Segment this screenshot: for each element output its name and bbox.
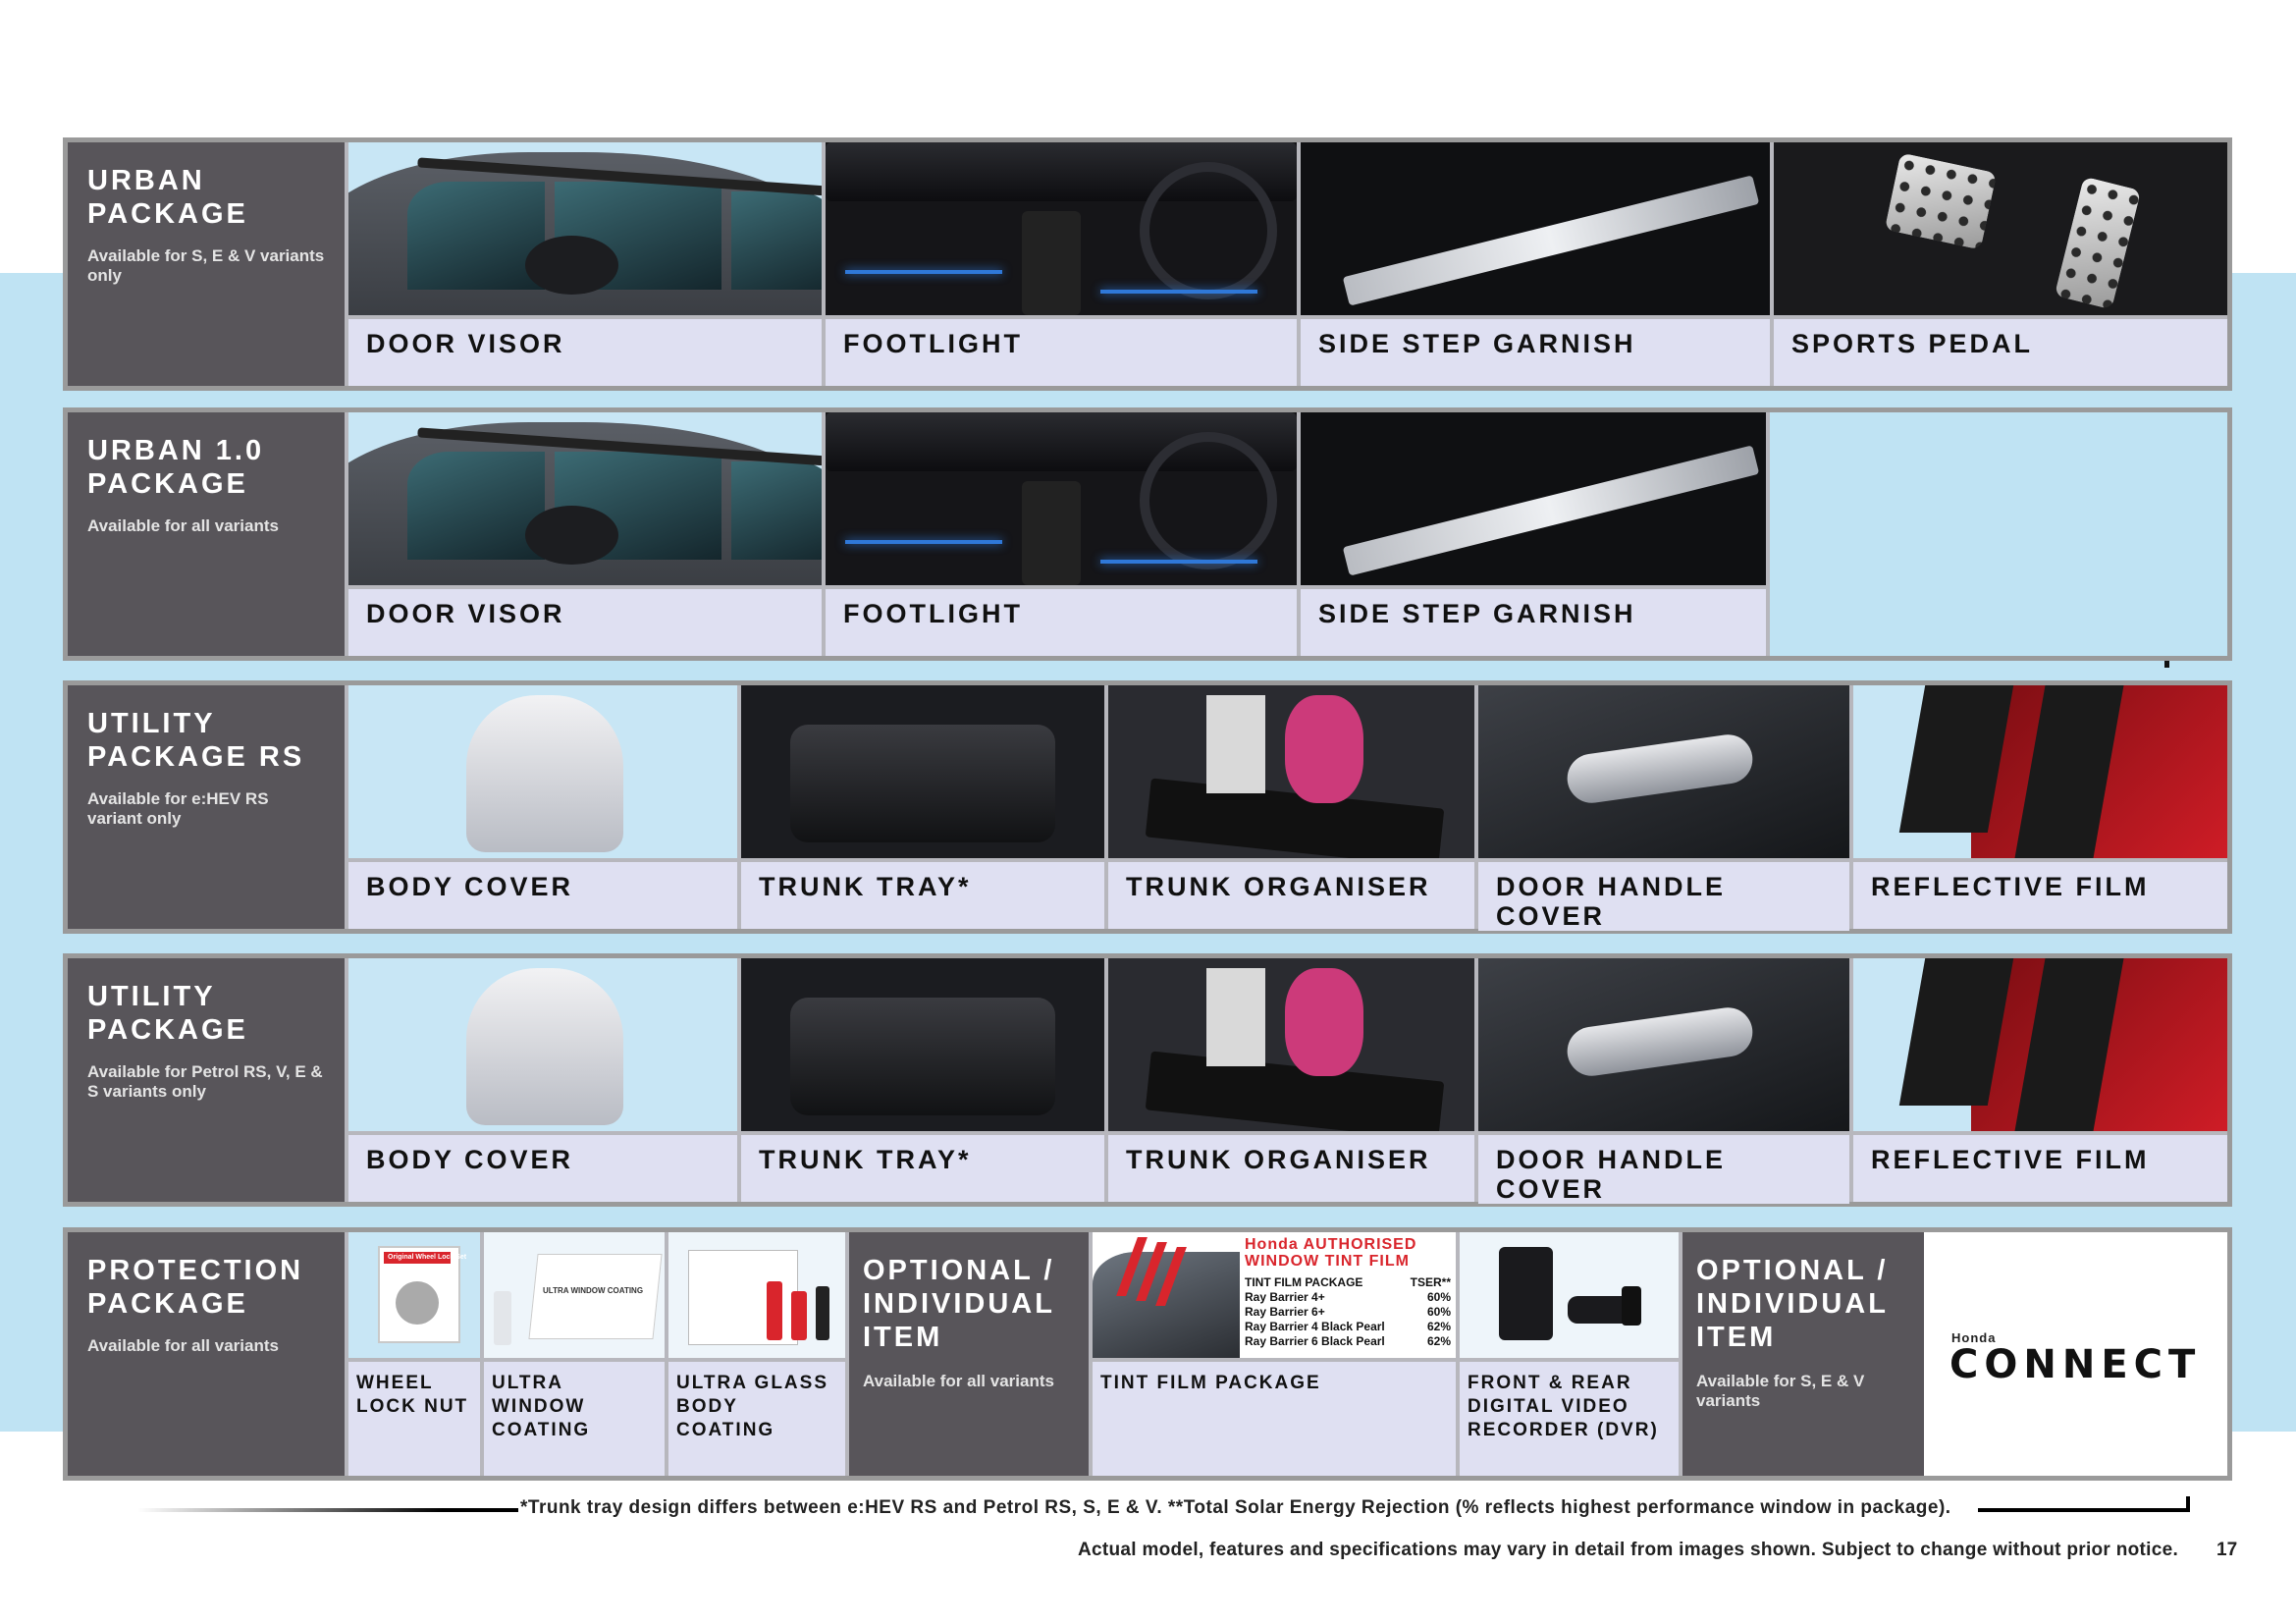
item-sports-pedal[interactable] — [1770, 142, 2227, 386]
item-label: TRUNK ORGANISER — [1108, 1131, 1474, 1202]
item-body-cover[interactable] — [345, 958, 737, 1202]
item-door-visor[interactable] — [345, 142, 822, 386]
trunk-tray-image — [741, 958, 1104, 1131]
item-label: FRONT & REAR DIGITAL VIDEO RECORDER (DVR) — [1460, 1358, 1679, 1476]
empty-slot — [1770, 412, 2227, 656]
item-label: TRUNK TRAY* — [741, 1131, 1104, 1202]
item-reflective-film[interactable] — [1849, 685, 2227, 929]
trunk-organiser-image — [1108, 685, 1474, 858]
optional-availability: Available for S, E & V variants — [1696, 1372, 1865, 1410]
item-label: WHEEL LOCK NUT — [348, 1358, 480, 1476]
tint-table-row: Ray Barrier 4+ 60% — [1245, 1290, 1451, 1304]
item-body-cover[interactable] — [345, 685, 737, 929]
optional-availability: Available for all variants — [863, 1372, 1054, 1390]
package-title: URBAN PACKAGE — [87, 165, 248, 230]
item-label: DOOR HANDLE COVER — [1478, 858, 1849, 931]
footlight-image — [826, 412, 1297, 585]
item-door-handle-cover[interactable] — [1474, 958, 1849, 1202]
tint-table-header: TINT FILM PACKAGE TSER** — [1245, 1275, 1451, 1289]
trunk-organiser-image — [1108, 958, 1474, 1131]
item-footlight[interactable] — [822, 142, 1297, 386]
item-wheel-lock-nut[interactable] — [345, 1232, 480, 1476]
item-footlight[interactable] — [822, 412, 1297, 656]
item-trunk-tray[interactable] — [737, 958, 1104, 1202]
utility-package-rs — [63, 680, 2232, 934]
urban-package — [63, 137, 2232, 391]
package-availability: Available for e:HEV RS variant only — [87, 789, 269, 828]
footnote-rule-tick — [2186, 1496, 2190, 1512]
optional-item-panel — [1679, 1232, 1924, 1476]
item-label: ULTRA WINDOW COATING — [484, 1358, 665, 1476]
tint-film-heading: Honda AUTHORISED WINDOW TINT FILM — [1245, 1236, 1417, 1270]
item-label: REFLECTIVE FILM — [1853, 1131, 2227, 1202]
reflective-film-image — [1853, 958, 2227, 1131]
item-label: TRUNK TRAY* — [741, 858, 1104, 929]
item-trunk-organiser[interactable] — [1104, 958, 1474, 1202]
item-dvr[interactable] — [1456, 1232, 1679, 1476]
item-label: ULTRA GLASS BODY COATING — [668, 1358, 845, 1476]
item-label: BODY COVER — [348, 858, 737, 929]
item-side-step-garnish[interactable] — [1297, 412, 1770, 656]
item-door-visor[interactable] — [345, 412, 822, 656]
optional-title: OPTIONAL / INDIVIDUAL ITEM — [863, 1255, 1055, 1353]
tint-table-row: Ray Barrier 4 Black Pearl 62% — [1245, 1320, 1451, 1333]
package-title-panel — [68, 958, 345, 1202]
package-title-panel — [68, 1232, 345, 1476]
item-label: FOOTLIGHT — [826, 585, 1297, 656]
window-coating-box-text: ULTRA WINDOW COATING — [543, 1286, 644, 1295]
honda-connect-logo — [1924, 1232, 2227, 1476]
package-title-panel — [68, 412, 345, 656]
dvr-image — [1460, 1232, 1679, 1358]
item-ultra-glass-body-coating[interactable] — [665, 1232, 845, 1476]
package-title: URBAN 1.0 PACKAGE — [87, 435, 265, 500]
package-availability: Available for Petrol RS, V, E & S variants only — [87, 1062, 323, 1101]
side-step-garnish-image — [1301, 142, 1770, 315]
door-visor-image — [348, 142, 822, 315]
body-cover-image — [348, 685, 737, 858]
footlight-image — [826, 142, 1297, 315]
item-tint-film-package[interactable] — [1089, 1232, 1456, 1476]
tint-film-image — [1093, 1232, 1456, 1358]
page-number: 17 — [2216, 1540, 2238, 1560]
footnote-rule-right — [1978, 1508, 2189, 1512]
item-label: SIDE STEP GARNISH — [1301, 585, 1766, 656]
package-title-panel — [68, 142, 345, 386]
package-availability: Available for all variants — [87, 1336, 279, 1355]
ultra-window-coating-image — [484, 1232, 665, 1358]
item-door-handle-cover[interactable] — [1474, 685, 1849, 929]
trunk-tray-image — [741, 685, 1104, 858]
ultra-glass-body-coating-image — [668, 1232, 845, 1358]
wheel-lock-box-text: Original Wheel Lock Set — [388, 1254, 467, 1261]
item-label: SIDE STEP GARNISH — [1301, 315, 1770, 386]
urban-1-0-package — [63, 407, 2232, 661]
item-label: TINT FILM PACKAGE — [1093, 1358, 1456, 1476]
package-title: UTILITY PACKAGE RS — [87, 708, 305, 773]
honda-connect-wordmark: CONNECT — [1949, 1342, 2202, 1387]
item-label: DOOR VISOR — [348, 315, 822, 386]
wheel-lock-nut-image — [348, 1232, 480, 1358]
side-step-garnish-image — [1301, 412, 1766, 585]
package-title: UTILITY PACKAGE — [87, 981, 248, 1046]
item-label: TRUNK ORGANISER — [1108, 858, 1474, 929]
honda-connect-brand: Honda — [1951, 1330, 1997, 1345]
tint-film-table — [1245, 1275, 1451, 1349]
item-reflective-film[interactable] — [1849, 958, 2227, 1202]
item-label: FOOTLIGHT — [826, 315, 1297, 386]
item-ultra-window-coating[interactable] — [480, 1232, 665, 1476]
item-side-step-garnish[interactable] — [1297, 142, 1770, 386]
item-label: BODY COVER — [348, 1131, 737, 1202]
package-title: PROTECTION PACKAGE — [87, 1255, 304, 1320]
item-label: DOOR HANDLE COVER — [1478, 1131, 1849, 1204]
optional-title: OPTIONAL / INDIVIDUAL ITEM — [1696, 1255, 1889, 1353]
protection-package — [63, 1227, 2232, 1481]
optional-item-panel — [845, 1232, 1089, 1476]
package-availability: Available for all variants — [87, 516, 279, 535]
body-cover-image — [348, 958, 737, 1131]
item-label: SPORTS PEDAL — [1774, 315, 2227, 386]
utility-package — [63, 953, 2232, 1207]
tint-table-row: Ray Barrier 6+ 60% — [1245, 1305, 1451, 1319]
package-title-panel — [68, 685, 345, 929]
reflective-film-image — [1853, 685, 2227, 858]
sports-pedal-image — [1774, 142, 2227, 315]
item-trunk-tray[interactable] — [737, 685, 1104, 929]
door-handle-cover-image — [1478, 685, 1849, 858]
item-label: REFLECTIVE FILM — [1853, 858, 2227, 929]
door-visor-image — [348, 412, 822, 585]
package-availability: Available for S, E & V variants only — [87, 246, 325, 285]
item-trunk-organiser[interactable] — [1104, 685, 1474, 929]
footnote: *Trunk tray design differs between e:HEV RS and Petrol RS, S, E & V. **Total Solar Energy Rejection (% reflects highest performance window in package). — [520, 1497, 1951, 1518]
disclaimer: Actual model, features and specifications may vary in detail from images shown. Subject to change without prior notice. — [1078, 1540, 2179, 1560]
footnote-rule-left — [137, 1508, 518, 1512]
door-handle-cover-image — [1478, 958, 1849, 1131]
tint-table-row: Ray Barrier 6 Black Pearl 62% — [1245, 1334, 1451, 1348]
item-label: DOOR VISOR — [348, 585, 822, 656]
